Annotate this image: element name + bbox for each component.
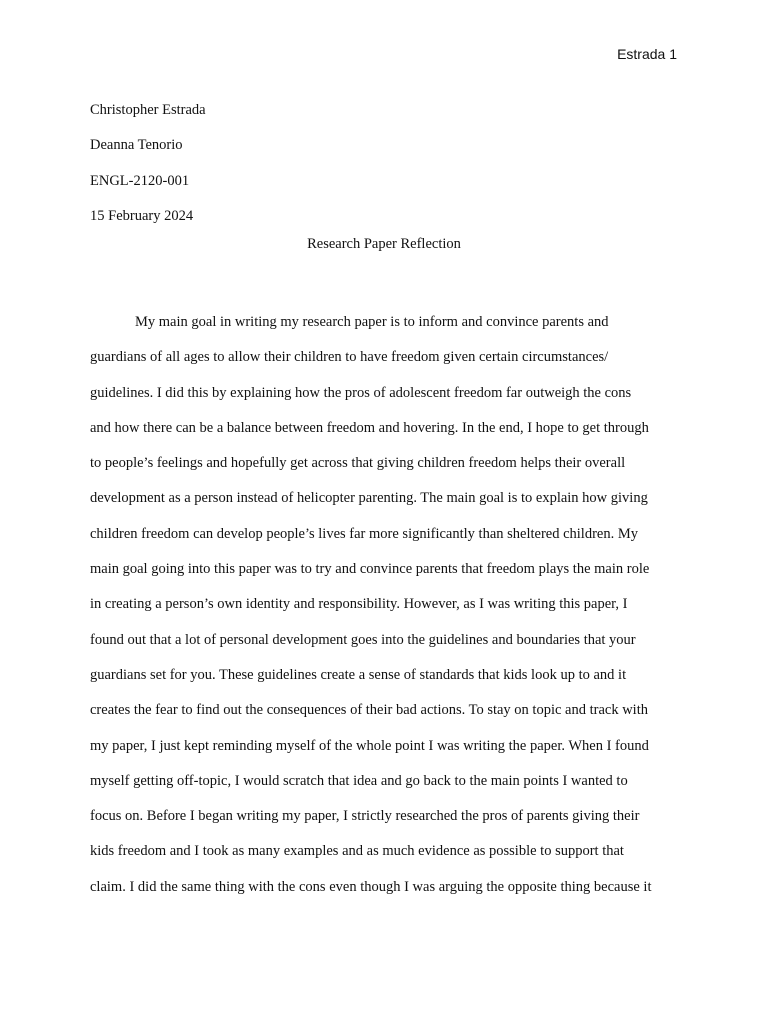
- course-code: ENGL-2120-001: [90, 172, 190, 189]
- body-line: in creating a person’s own identity and responsibility. However, as I was writing this paper, I: [90, 596, 628, 613]
- body-line: guidelines. I did this by explaining how the pros of adolescent freedom far outweigh the cons: [90, 384, 632, 401]
- instructor-name: Deanna Tenorio: [90, 137, 183, 154]
- body-line: development as a person instead of helicopter parenting. The main goal is to explain how giving: [90, 490, 648, 507]
- body-line: creates the fear to find out the consequences of their bad actions. To stay on topic and track with: [90, 702, 648, 719]
- body-line: to people’s feelings and hopefully get across that giving children freedom helps their overall: [90, 455, 626, 472]
- body-line: my paper, I just kept reminding myself of the whole point I was writing the paper. When I found: [90, 737, 649, 754]
- body-line: kids freedom and I took as many examples and as much evidence as possible to support that: [90, 843, 624, 860]
- body-line: myself getting off-topic, I would scratch that idea and go back to the main points I wanted to: [90, 772, 628, 789]
- body-line: main goal going into this paper was to try and convince parents that freedom plays the main role: [90, 561, 650, 578]
- body-line: claim. I did the same thing with the cons even though I was arguing the opposite thing because it: [90, 878, 652, 895]
- body-line: My main goal in writing my research paper is to inform and convince parents and: [135, 314, 609, 330]
- body-line: focus on. Before I began writing my paper, I strictly researched the pros of parents giving their: [90, 808, 640, 825]
- body-line: found out that a lot of personal development goes into the guidelines and boundaries that your: [90, 631, 636, 648]
- body-line: guardians of all ages to allow their children to have freedom given certain circumstances/: [90, 349, 609, 366]
- body-line: children freedom can develop people’s lives far more significantly than sheltered children. My: [90, 525, 638, 542]
- paper-date: 15 February 2024: [90, 207, 194, 224]
- mla-heading: [90, 93, 680, 234]
- student-name: Christopher Estrada: [90, 102, 206, 118]
- body-paragraph: [90, 305, 678, 905]
- paper-title: Research Paper Reflection: [307, 236, 461, 252]
- body-line: guardians set for you. These guidelines create a sense of standards that kids look up to and it: [90, 666, 627, 683]
- running-head-page-number: Estrada 1: [617, 46, 677, 62]
- body-line: and how there can be a balance between freedom and hovering. In the end, I hope to get through: [90, 419, 649, 436]
